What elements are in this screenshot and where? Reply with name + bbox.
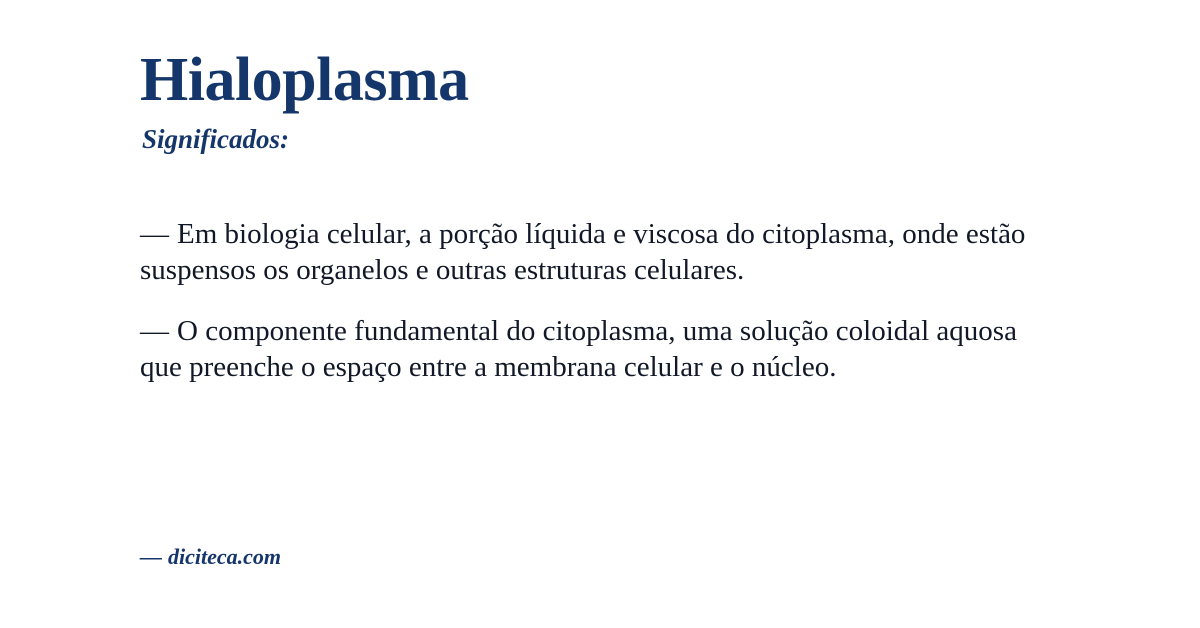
definition-text: O componente fundamental do citoplasma, uma solução coloidal aquosa que preenche o espaço entre a membrana celular e o núcleo. bbox=[140, 315, 1017, 383]
definitions-list bbox=[140, 217, 1060, 385]
source-attribution bbox=[140, 544, 281, 570]
definition-item bbox=[140, 314, 1040, 385]
em-dash-marker: — bbox=[140, 544, 162, 569]
em-dash-marker: — bbox=[140, 218, 169, 251]
page-title: Hialoplasma bbox=[140, 46, 469, 114]
section-subtitle: Significados: bbox=[142, 124, 290, 155]
definition-item bbox=[140, 217, 1040, 288]
source-label: diciteca.com bbox=[168, 544, 282, 569]
definition-text: Em biologia celular, a porção líquida e viscosa do citoplasma, onde estão suspensos os organelos e outras estruturas celulares. bbox=[140, 218, 1026, 286]
em-dash-marker: — bbox=[140, 315, 169, 348]
